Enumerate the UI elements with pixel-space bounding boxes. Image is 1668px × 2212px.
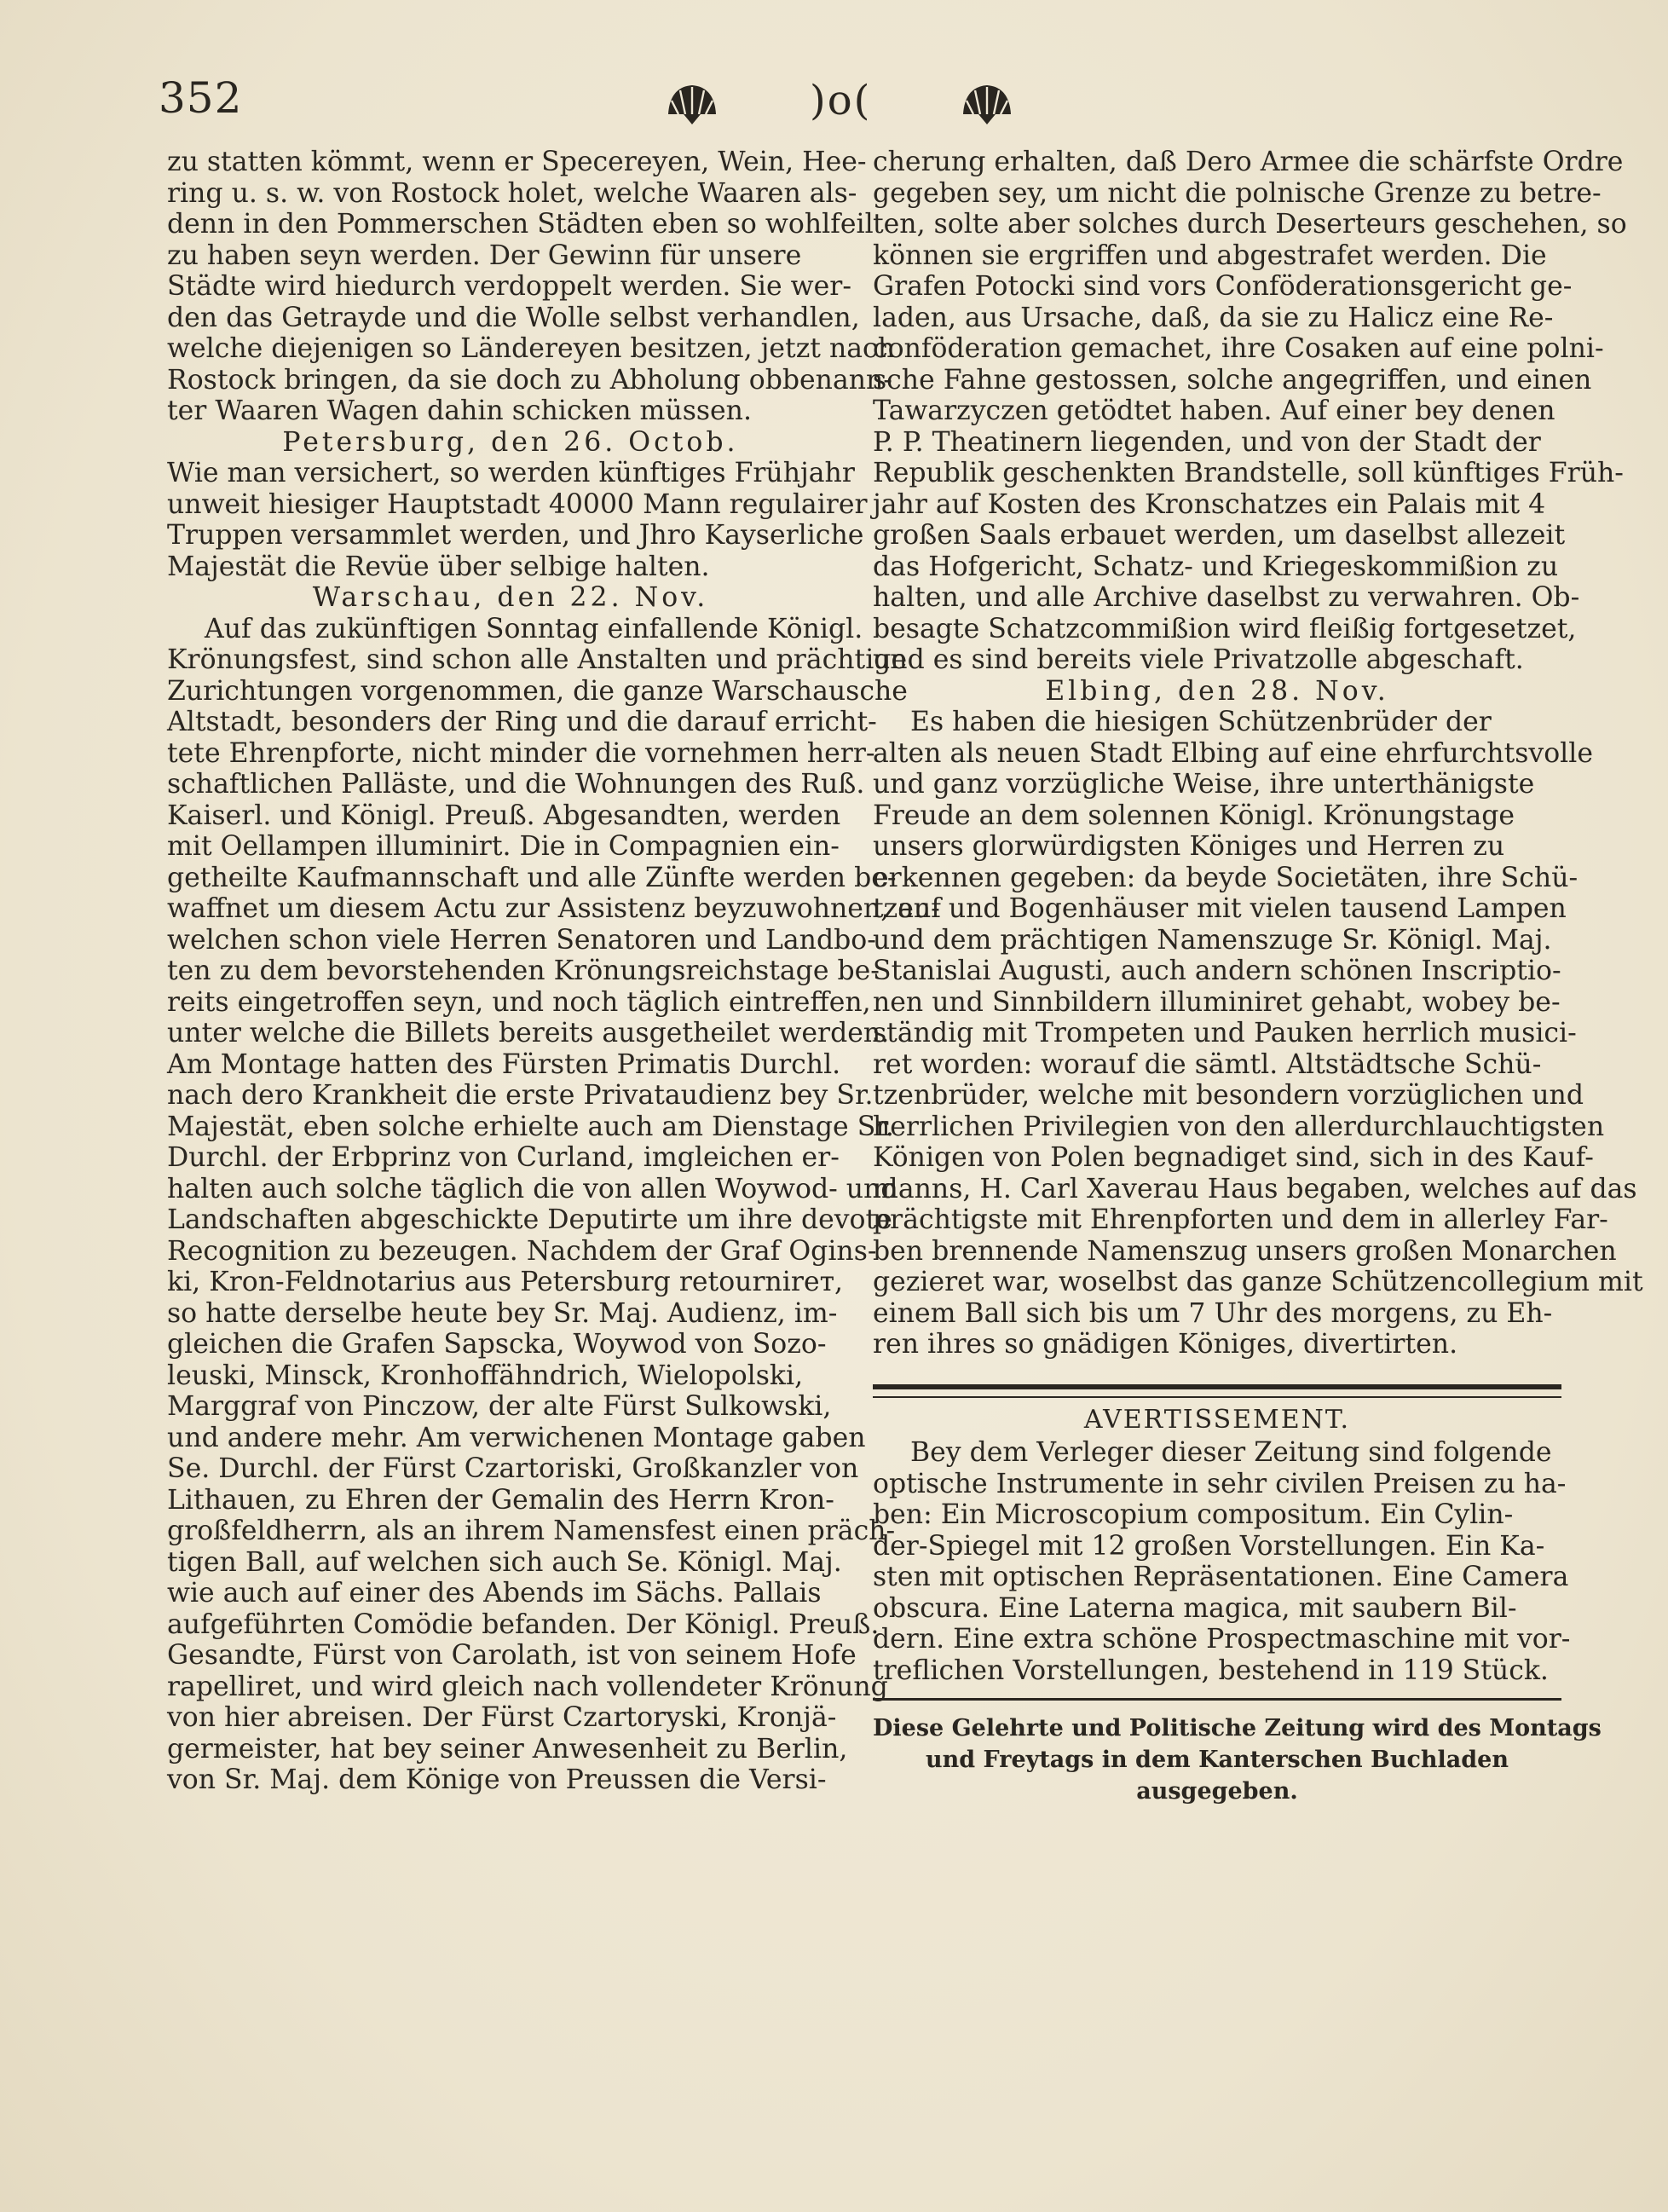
text-line: können sie ergriffen und abgestrafet werden. Die	[873, 240, 1547, 271]
text-line: denn in den Pommerschen Städten eben so wohlfeil	[167, 209, 874, 240]
text-line: Städte wird hiedurch verdoppelt werden. Sie wer-	[167, 271, 851, 302]
text-line: Tawarzyczen getödtet haben. Auf einer bey denen	[873, 396, 1555, 426]
page-number: 352	[159, 73, 243, 123]
text-line: und ganz vorzügliche Weise, ihre unterthänigste	[873, 769, 1535, 800]
footer-line: Diese Gelehrte und Politische Zeitung wird des Montags	[873, 1715, 1602, 1741]
text-line: Auf das zukünftigen Sonntag einfallende Königl.	[205, 613, 863, 644]
text-line: unsers glorwürdigsten Königes und Herren zu	[873, 831, 1505, 862]
text-line: manns, H. Carl Xaverau Haus begaben, welches auf das	[873, 1173, 1637, 1204]
footer-line: und Freytags in dem Kanterschen Buchladen	[926, 1747, 1509, 1773]
text-line: Truppen versammlet werden, und Jhro Kayserliche	[167, 520, 864, 551]
text-line: Wie man versichert, so werden künftiges Frühjahr	[167, 458, 855, 488]
text-line: reits eingetroffen seyn, und noch täglich eintreffen,	[167, 986, 871, 1018]
text-line: optische Instrumente in sehr civilen Preisen zu ha-	[873, 1468, 1567, 1499]
text-line: welchen schon viele Herren Senatoren und Landbo-	[167, 924, 876, 956]
text-line: tzenbrüder, welche mit besondern vorzüglichen und	[873, 1080, 1584, 1111]
text-line: besagte Schatzcommißion wird fleißig fortgesetzet,	[873, 613, 1577, 644]
text-line: germeister, hat bey seiner Anwesenheit zu Berlin,	[167, 1733, 848, 1764]
text-line: Gesandte, Fürst von Carolath, ist von seinem Hofe	[167, 1640, 857, 1671]
text-line: rapelliret, und wird gleich nach vollendeter Krönung	[167, 1671, 888, 1702]
text-line: jahr auf Kosten des Kronschatzes ein Palais mit 4	[873, 488, 1546, 520]
text-line: ständig mit Trompeten und Pauken herrlich musici-	[873, 1018, 1577, 1048]
avertissement-text	[873, 1437, 1571, 1686]
text-line: von Sr. Maj. dem Könige von Preussen die Versi-	[167, 1764, 827, 1795]
text-line: tzen- und Bogenhäuser mit vielen tausend Lampen	[873, 893, 1567, 924]
text-line: und andere mehr. Am verwichenen Montage gaben	[167, 1422, 866, 1453]
text-line: schaftlichen Palläste, und die Wohnungen des Ruß.	[167, 769, 865, 800]
text-line: Stanislai Augusti, auch andern schönen Inscriptio-	[873, 956, 1561, 986]
text-line: das Hofgericht, Schatz- und Kriegeskommißion zu	[873, 551, 1559, 582]
text-line: den das Getrayde und die Wolle selbst verhandlen,	[167, 302, 860, 333]
text-line: der-Spiegel mit 12 großen Vorstellungen. Ein Ka-	[873, 1530, 1545, 1562]
text-line: unweit hiesiger Hauptstadt 40000 Mann regulairer	[167, 488, 868, 520]
double-rule-divider	[873, 1384, 1561, 1398]
text-line: ten, solte aber solches durch Deserteurs geschehen, so	[873, 209, 1627, 240]
avertissement-heading: AVERTISSEMENT.	[1083, 1404, 1351, 1435]
text-line: einem Ball sich bis um 7 Uhr des morgens, zu Eh-	[873, 1297, 1553, 1329]
text-line: Rostock bringen, da sie doch zu Abholung obbenann-	[167, 364, 892, 396]
dateline: Elbing, den 28. Nov.	[1045, 675, 1389, 707]
text-line: Landschaften abgeschickte Deputirte um ihre devote	[167, 1204, 892, 1235]
text-line: Majestät, eben solche erhielte auch am Dienstage Sr.	[167, 1111, 894, 1142]
text-line: mit Oellampen illuminirt. Die in Compagnien ein-	[167, 831, 840, 862]
text-line: conföderation gemachet, ihre Cosaken auf eine polni-	[873, 333, 1604, 364]
text-line: Majestät die Revüe über selbige halten.	[167, 551, 710, 582]
text-line: erkennen gegeben: da beyde Societäten, ihre Schü-	[873, 862, 1579, 893]
text-line: Durchl. der Erbprinz von Curland, imgleichen er-	[167, 1142, 840, 1173]
text-line: alten als neuen Stadt Elbing auf eine ehrfurchtsvolle	[873, 737, 1593, 769]
text-line: P. P. Theatinern liegenden, und von der Stadt der	[873, 426, 1541, 458]
text-line: welche diejenigen so Ländereyen besitzen, jetzt nach	[167, 333, 895, 364]
shell-ornament-icon	[663, 80, 721, 126]
text-line: treflichen Vorstellungen, bestehend in 119 Stück.	[873, 1655, 1549, 1686]
text-line: obscura. Eine Laterna magica, mit saubern Bil-	[873, 1592, 1517, 1624]
text-line: Am Montage hatten des Fürsten Primatis Durchl.	[167, 1048, 841, 1080]
text-line: zu haben seyn werden. Der Gewinn für unsere	[167, 240, 802, 271]
text-line: sten mit optischen Repräsentationen. Eine Camera	[873, 1562, 1569, 1592]
text-line: Krönungsfest, sind schon alle Anstalten und prächtige	[167, 644, 908, 675]
text-line: ki, Kron-Feldnotarius aus Petersburg retournirет,	[167, 1267, 844, 1297]
text-line: leuski, Minsck, Kronhoffähndrich, Wielopolski,	[167, 1360, 804, 1391]
text-line: Freude an dem solennen Königl. Krönungstage	[873, 800, 1515, 831]
text-line: wie auch auf einer des Abends im Sächs. Pallais	[167, 1578, 822, 1608]
text-line: cherung erhalten, daß Dero Armee die schärfste Ordre	[873, 147, 1624, 177]
shell-ornament-icon	[958, 80, 1016, 126]
text-line: herrlichen Privilegien von den allerdurchlauchtigsten	[873, 1111, 1605, 1142]
dateline: Petersburg, den 26. Octob.	[282, 426, 739, 458]
text-line: Lithauen, zu Ehren der Gemalin des Herrn Kron-	[167, 1484, 834, 1516]
text-line: getheilte Kaufmannschaft und alle Zünfte werden be-	[167, 862, 897, 893]
text-line: unter welche die Billets bereits ausgetheilet werden.	[167, 1018, 890, 1048]
right-column	[873, 147, 1643, 1807]
text-line: Marggraf von Pinczow, der alte Fürst Sulkowski,	[167, 1391, 832, 1422]
text-line: ren ihres so gnädigen Königes, divertirten.	[873, 1329, 1458, 1360]
right-column-text	[873, 147, 1643, 1360]
text-line: zu statten kömmt, wenn er Specereyen, Wein, Hee-	[167, 147, 867, 177]
footer-line: ausgegeben.	[1136, 1778, 1298, 1805]
text-line: ret worden: worauf die sämtl. Altstädtsche Schü-	[873, 1048, 1542, 1080]
text-line: ter Waaren Wagen dahin schicken müssen.	[167, 396, 752, 426]
text-line: so hatte derselbe heute bey Sr. Maj. Audienz, im-	[167, 1297, 838, 1329]
text-line: laden, aus Ursache, daß, da sie zu Halicz eine Re-	[873, 302, 1554, 333]
text-line: nen und Sinnbildern illuminiret gehabt, wobey be-	[873, 986, 1561, 1018]
text-line: großfeldherrn, als an ihrem Namensfest einen präch-	[167, 1516, 896, 1546]
text-line: Es haben die hiesigen Schützenbrüder der	[910, 707, 1492, 737]
text-line: Kaiserl. und Königl. Preuß. Abgesandten, werden	[167, 800, 841, 831]
text-line: ben brennende Namenszug unsers großen Monarchen	[873, 1235, 1617, 1267]
text-line: Recognition zu bezeugen. Nachdem der Graf Ogins-	[167, 1235, 877, 1267]
text-line: gezieret war, woselbst das ganze Schützencollegium mit	[873, 1267, 1643, 1297]
left-column	[167, 147, 941, 1796]
text-line: Grafen Potocki sind vors Conföderationsgericht ge-	[873, 271, 1573, 302]
text-line: tigen Ball, auf welchen sich auch Se. Königl. Maj.	[167, 1546, 842, 1578]
text-line: tete Ehrenpforte, nicht minder die vornehmen herr-	[167, 737, 875, 769]
text-line: waffnet um diesem Actu zur Assistenz beyzuwohnen, auf	[167, 893, 941, 924]
text-line: Zurichtungen vorgenommen, die ganze Warschausche	[167, 675, 908, 707]
text-line: nach dero Krankheit die erste Privataudienz bey Sr.	[167, 1080, 874, 1111]
text-line: ten zu dem bevorstehenden Krönungsreichstage be-	[167, 956, 880, 986]
text-line: Altstadt, besonders der Ring und die darauf erricht-	[167, 707, 877, 737]
text-line: dern. Eine extra schöne Prospectmaschine mit vor-	[873, 1624, 1571, 1655]
text-line: Republik geschenkten Brandstelle, soll künftiges Früh-	[873, 458, 1624, 488]
text-line: sche Fahne gestossen, solche angegriffen, und einen	[873, 364, 1592, 396]
text-line: gegeben sey, um nicht die polnische Grenze zu betre-	[873, 177, 1602, 209]
text-line: und dem prächtigen Namenszuge Sr. Königl. Maj.	[873, 924, 1552, 956]
text-line: aufgeführten Comödie befanden. Der Königl. Preuß.	[167, 1608, 880, 1640]
page-header	[0, 0, 1668, 149]
text-line: Bey dem Verleger dieser Zeitung sind folgende	[910, 1437, 1552, 1468]
text-line: Se. Durchl. der Fürst Czartoriski, Großkanzler von	[167, 1453, 859, 1484]
text-line: Königen von Polen begnadiget sind, sich in des Kauf-	[873, 1142, 1594, 1173]
text-line: gleichen die Grafen Sapscka, Woywod von Sozo-	[167, 1329, 827, 1360]
text-line: großen Saals erbauet werden, um daselbst allezeit	[873, 520, 1566, 551]
text-line: halten, und alle Archive daselbst zu verwahren. Ob-	[873, 582, 1580, 613]
text-line: und es sind bereits viele Privatzolle abgeschaft.	[873, 644, 1524, 675]
text-line: prächtigste mit Ehrenpforten und dem in allerley Far-	[873, 1204, 1608, 1235]
text-line: ben: Ein Microscopium compositum. Ein Cylin-	[873, 1499, 1514, 1530]
page-sign: )o(	[810, 77, 872, 124]
text-line: halten auch solche täglich die von allen Woywod- und	[167, 1173, 898, 1204]
rule-divider	[873, 1698, 1561, 1701]
text-line: ring u. s. w. von Rostock holet, welche Waaren als-	[167, 177, 857, 209]
text-line: von hier abreisen. Der Fürst Czartoryski, Kronjä-	[167, 1702, 837, 1733]
dateline: Warschau, den 22. Nov.	[312, 582, 709, 613]
footer-notice	[873, 1712, 1602, 1807]
